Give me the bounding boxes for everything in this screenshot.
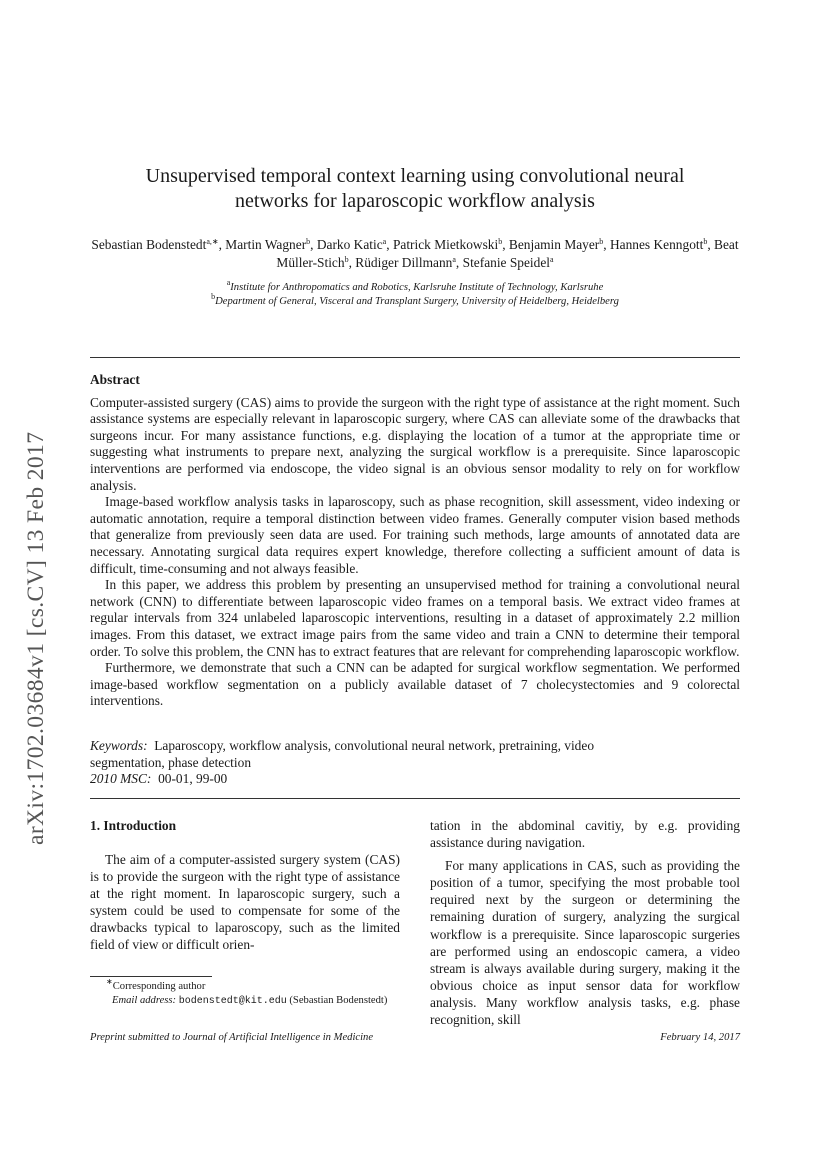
- abstract-paragraph: Furthermore, we demonstrate that such a CNN can be adapted for surgical workflow segmentation. We performed image-based workflow segmentation on a publicly available dataset of 7 cholecystectomies and 9 colorectal interventions.: [90, 660, 740, 709]
- divider: [90, 357, 740, 358]
- author: Hannes Kenngott$^b$,: [609, 237, 715, 252]
- left-column: [90, 817, 400, 954]
- email-label: Email address:: [112, 994, 177, 1006]
- msc-text: 00-01, 99-00: [158, 771, 228, 787]
- footnote-text: (Sebastian Bodenstedt): [289, 994, 388, 1006]
- author: Martin Wagner$^b$,: [225, 237, 317, 252]
- footnote: [90, 977, 400, 1008]
- preprint-note: Preprint submitted to Journal of Artificial Intelligence in Medicine: [90, 1032, 374, 1043]
- author: Patrick Mietkowski$^b$,: [392, 237, 509, 252]
- keywords-block: [90, 738, 740, 788]
- title-line: Unsupervised temporal context learning using convolutional neural: [145, 165, 685, 187]
- footer-date: February 14, 2017: [660, 1032, 740, 1043]
- footnote-mark: ∗: [106, 977, 113, 986]
- title-line: networks for laparoscopic workflow analysis: [235, 190, 595, 212]
- author: Rüdiger Dillmann$^a$,: [355, 255, 463, 270]
- body-paragraph: tation in the abdominal cavitiy, by e.g. providing assistance during navigation.: [430, 818, 740, 851]
- abstract-paragraph: In this paper, we address this problem by presenting an unsupervised method for training a convolutional neural network (CNN) to differentiate between laparoscopic video frames on a temporal basis. We extract video frames at regular intervals from 324 unlabeled laparoscopic interventions, resulting in a dataset of approximately 2.2 million images. From this dataset, we extract image pairs from the same video and train a CNN to determine their temporal order. To solve this problem, the CNN has to extract features that are relevant for comprehending laparoscopic workflow.: [90, 577, 740, 659]
- abstract-paragraph: Computer-assisted surgery (CAS) aims to provide the surgeon with the right type of assistance at the right moment. Such assistance systems are especially relevant in laparoscopic surgery, where CAS can alleviate some of the drawbacks that surgeons incur. For many assistance functions, e.g. displaying the location of a tumor at the appropriate time or suggesting what instruments to prepare next, analyzing the surgical workflow is a prerequisite. Since laparoscopic interventions are performed via endoscope, the video signal is an obvious sensor modality to rely on for workflow analysis.: [90, 394, 740, 493]
- affiliations: [90, 278, 740, 309]
- right-column: [430, 817, 740, 1028]
- page-footer: [90, 1031, 740, 1045]
- author: Sebastian Bodenstedt$^{a,∗}$,: [91, 237, 226, 252]
- author: Beat Müller-Stich$^b$,: [276, 237, 739, 270]
- arxiv-identifier[interactable]: arXiv:1702.03684v1 [cs.CV] 13 Feb 2017: [23, 431, 49, 845]
- body-paragraph: For many applications in CAS, such as providing the position of a tumor, specifying the most probable tool required next by the surgeon or determining the remaining duration of surgery, analyzing the surgical workflow is a prerequisite. Since laparoscopic surgeries are performed using an endoscopic camera, a video stream is always available during surgery, making it the obvious choice as input sensor data for workflow analysis. Many workflow analysis tasks, e.g. phase recognition, skill: [430, 858, 740, 1028]
- author: Benjamin Mayer$^b$,: [508, 237, 610, 252]
- msc-label: 2010 MSC:: [90, 771, 152, 787]
- keywords-text: Laparoscopy, workflow analysis, convolutional neural network, pretraining, video: [154, 738, 595, 753]
- author: Darko Katic$^a$,: [316, 237, 393, 252]
- affiliation: $^b$Department of General, Visceral and Transplant Surgery, University of Heidelberg, Heidelberg: [211, 292, 619, 307]
- section-heading: 1. Introduction: [90, 818, 177, 833]
- author: Stefanie Speidel$^a$: [462, 255, 554, 270]
- abstract-section: [90, 372, 740, 710]
- abstract-paragraph: Image-based workflow analysis tasks in laparoscopy, such as phase recognition, skill assessment, video indexing or automatic annotation, require a temporal distinction between video frames. Generally computer vision based methods that generalize from previously seen data are used. For training such methods, large amounts of annotated data are necessary. Annotating surgical data requires expert knowledge, therefore collecting a sufficient amount of data is difficult, time-consuming and not always feasible.: [90, 494, 740, 576]
- footnote-text: Corresponding author: [112, 981, 206, 992]
- abstract-heading: Abstract: [90, 372, 140, 387]
- body-paragraph: The aim of a computer-assisted surgery system (CAS) is to provide the surgeon with the right type of assistance at the right moment. In laparoscopic surgery, such a system could be used to compensate for some of the drawbacks typical to laparoscopy, such as the limited field of view or difficult orien-: [90, 852, 400, 953]
- keywords-text: segmentation, phase detection: [90, 754, 252, 770]
- divider: [90, 798, 740, 799]
- keywords-label: Keywords:: [90, 738, 148, 753]
- affiliation: $^a$Institute for Anthropomatics and Robotics, Karlsruhe Institute of Technology, Karlsruhe: [226, 278, 604, 293]
- email-link[interactable]: bodenstedt@kit.edu: [178, 995, 287, 1007]
- paper-title: [90, 164, 740, 214]
- author-list: [90, 236, 740, 272]
